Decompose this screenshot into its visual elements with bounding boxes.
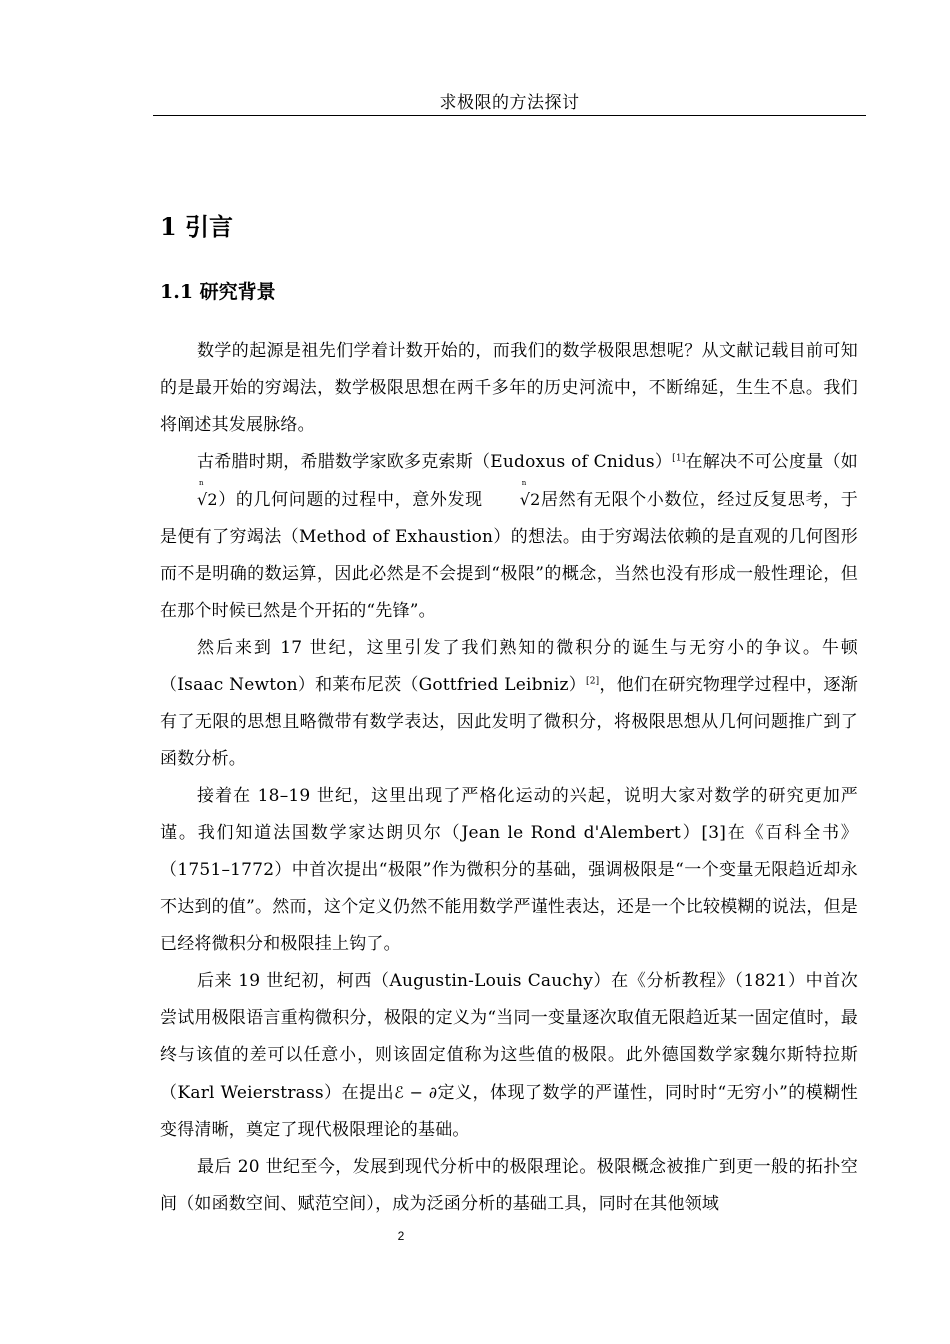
radical-index: n [199, 479, 204, 487]
citation-ref: [1] [672, 453, 686, 464]
paragraph-cauchy [160, 963, 858, 1149]
section-title: 1.1 研究背景 [160, 281, 276, 303]
paragraph-text: 古希腊时期，希腊数学家欧多克索斯（Eudoxus of Cnidus） [197, 452, 673, 472]
header-rule [153, 115, 866, 116]
radical-body: √2 [519, 490, 541, 509]
paragraph-18-19th-century: 接着在 18–19 世纪，这里出现了严格化运动的兴起，说明大家对数学的研究更加严谨。我们知道法国数学家达朗贝尔（Jean le Rond d'Alembert）[3]在《百科全书》（1751–1772）中首次提出“极限”作为微积分的基础，强调极限是“一个变量无限趋近却永不达到的值”。然而，这个定义仍然不能用数学严谨性表达，还是一个比较模糊的说法，但是已经将微积分和极限挂上钩了。 [160, 786, 858, 954]
body-text [160, 333, 858, 1223]
radical-body: √2 [197, 490, 218, 509]
citation-ref: [2] [586, 676, 600, 687]
radical-expression [160, 481, 218, 518]
running-header: 求极限的方法探讨 [439, 93, 580, 113]
epsilon-delta-math: ℰ − ∂ [394, 1083, 438, 1102]
paragraph-origins: 数学的起源是祖先们学着计数开始的，而我们的数学极限思想呢？从文献记载目前可知的是最开始的穷竭法，数学极限思想在两千多年的历史河流中，不断绵延，生生不息。我们将阐述其发展脉络。 [160, 341, 858, 435]
paragraph-text: 后来 19 世纪初，柯西（Augustin-Louis Cauchy）在《分析教程》（1821）中首次尝试用极限语言重构微积分，极限的定义为“当同一变量逐次取值无限趋近某一固定值时，最终与该值的差可以任意小，则该固定值称为这些值的极限。此外德国数学家魏尔斯特拉斯（Karl Weierstrass）在提出 [160, 971, 858, 1103]
paragraph-text: 居然有无限个小数位，经过反复思考，于是便有了穷竭法（Method of Exhaustion）的想法。由于穷竭法依赖的是直观的几何图形而不是明确的数运算，因此必然是不会提到“极限”的概念，当然也没有形成一般性理论，但在那个时候已然是个开拓的“先锋”。 [160, 490, 858, 621]
paragraph-text: 定义，体现了数学的严谨性，同时时“无穷小”的模糊性变得清晰，奠定了现代极限理论的基础。 [160, 1083, 858, 1140]
paragraph-ancient-greece [160, 444, 858, 630]
paragraph-17th-century [160, 630, 858, 778]
chapter-title: 1 引言 [160, 212, 234, 241]
paragraph-text: ，他们在研究物理学过程中，逐渐有了无限的思想且略微带有数学表达，因此发明了微积分，将极限思想从几何问题推广到了函数分析。 [160, 675, 859, 769]
paragraph-text: ）的几何问题的过程中，意外发现 [217, 490, 483, 510]
paragraph-20th-century: 最后 20 世纪至今，发展到现代分析中的极限理论。极限概念被推广到更一般的拓扑空间（如函数空间、赋范空间），成为泛函分析的基础工具，同时在其他领域 [160, 1157, 858, 1214]
page-number: 2 [397, 1229, 405, 1243]
radical-expression [483, 481, 541, 518]
paragraph-text: 然后来到 17 世纪，这里引发了我们熟知的微积分的诞生与无穷小的争议。牛顿（Isaac Newton）和莱布尼茨（Gottfried Leibniz） [160, 638, 858, 695]
radical-index: n [521, 479, 527, 487]
paragraph-text: 在解决不可公度量（如 [685, 452, 858, 472]
